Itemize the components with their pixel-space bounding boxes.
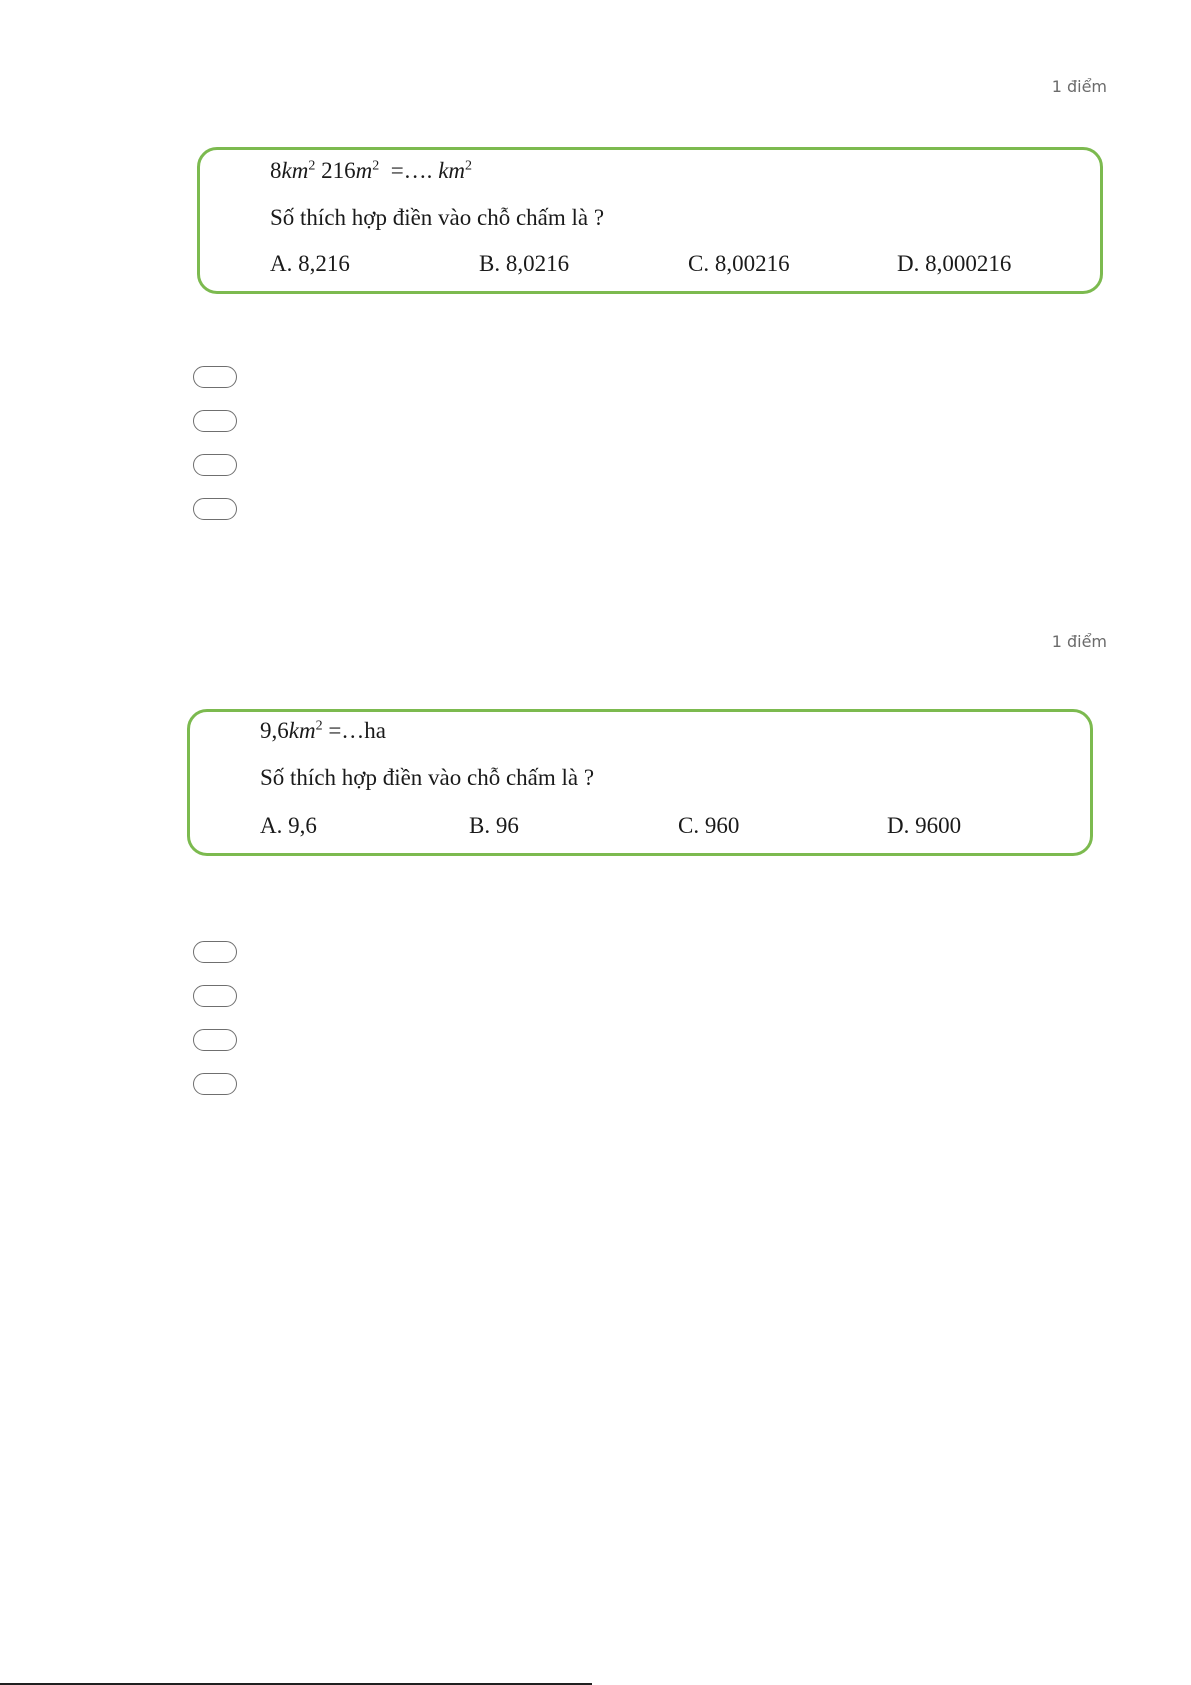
formula-part: =…ha <box>322 718 387 743</box>
question-2-option-a: A. 9,6 <box>260 813 317 838</box>
formula-part: 216 <box>315 158 356 183</box>
formula-sup: 2 <box>315 718 323 734</box>
question-2-option-c: C. 960 <box>678 813 740 838</box>
question-2-option-b: B. 96 <box>469 813 519 838</box>
question-1-image-box <box>197 147 1103 294</box>
formula-part: =…. <box>379 158 439 183</box>
formula-part: 9,6 <box>260 718 289 743</box>
question-2-choice-d[interactable] <box>193 1073 237 1095</box>
question-1-option-a: A. 8,216 <box>270 251 350 276</box>
question-1-points: 1 điểm <box>1051 77 1107 96</box>
question-2-image-box <box>187 709 1093 856</box>
question-1-formula <box>270 158 472 184</box>
question-2-points: 1 điểm <box>1051 632 1107 651</box>
question-1-choice-d[interactable] <box>193 498 237 520</box>
formula-sup: 2 <box>465 158 473 174</box>
question-1-prompt: Số thích hợp điền vào chỗ chấm là ? <box>270 205 605 230</box>
formula-sup: 2 <box>372 158 380 174</box>
question-1-option-d: D. 8,000216 <box>897 251 1012 276</box>
question-2-choice-a[interactable] <box>193 941 237 963</box>
question-1-option-c: C. 8,00216 <box>688 251 790 276</box>
question-1-option-b: B. 8,0216 <box>479 251 570 276</box>
question-2-choice-c[interactable] <box>193 1029 237 1051</box>
question-1-choice-c[interactable] <box>193 454 237 476</box>
formula-var: km <box>281 158 309 183</box>
question-1-choice-a[interactable] <box>193 366 237 388</box>
formula-var: km <box>438 158 466 183</box>
formula-sup: 2 <box>308 158 316 174</box>
question-1-choice-b[interactable] <box>193 410 237 432</box>
question-2-prompt: Số thích hợp điền vào chỗ chấm là ? <box>260 765 595 790</box>
question-2-formula <box>260 718 386 744</box>
question-2-option-d: D. 9600 <box>887 813 962 838</box>
formula-var: m <box>355 158 373 183</box>
formula-var: km <box>288 718 316 743</box>
question-2-choice-b[interactable] <box>193 985 237 1007</box>
formula-part: 8 <box>270 158 282 183</box>
